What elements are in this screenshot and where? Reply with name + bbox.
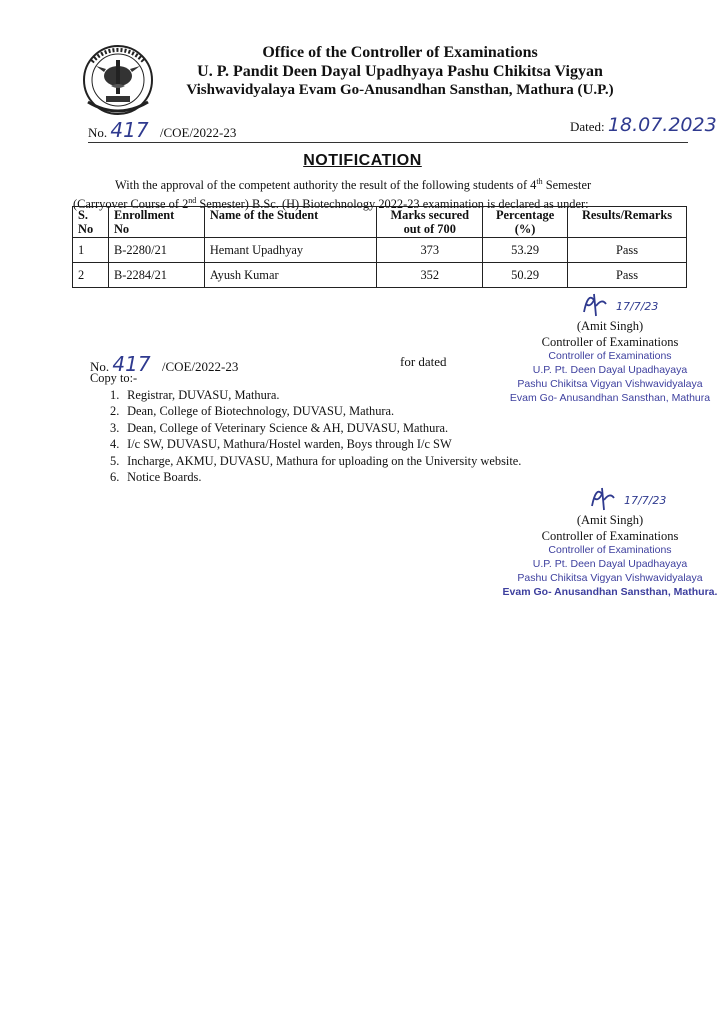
university-seal-icon	[78, 42, 158, 118]
table-row	[73, 263, 687, 288]
cell-percentage: 50.29	[483, 263, 568, 288]
copy-no-handwritten: 417	[112, 352, 151, 376]
header-name: Name of the Student	[204, 207, 377, 238]
cell-name: Hemant Upadhyay	[204, 238, 377, 263]
table-header-row	[73, 207, 687, 238]
header-university-line2: Vishwavidyalaya Evam Go-Anusandhan Sansthan, Mathura (U.P.)	[186, 82, 614, 98]
notification-text: With the approval of the competent authority the result of the following students of 4th Semester (Carryover Course of 2nd Semester) B.Sc. (H) Biotechnology 2022-23 examination is declared as under:	[73, 177, 592, 212]
signature-2-name: (Amit Singh)	[576, 513, 644, 527]
header-sno: S. No	[73, 207, 109, 238]
header-percentage: Percentage (%)	[483, 207, 568, 238]
copy-for-dated: for dated	[400, 354, 447, 369]
list-item: 3. Dean, College of Veterinary Science & AH, DUVASU, Mathura.	[110, 420, 449, 435]
list-item: 5. Incharge, AKMU, DUVASU, Mathura for uploading on the University website.	[110, 453, 522, 468]
official-stamp-1: Controller of Examinations U.P. Pt. Deen Dayal Upadhayaya Pashu Chikitsa Vigyan Vishwavidyalaya Evam Go- Anusandhan Sansthan, Mathura	[509, 350, 711, 404]
notification-title: NOTIFICATION	[303, 152, 422, 169]
date-handwritten: 18.07.2023	[607, 114, 717, 136]
table-row	[73, 238, 687, 263]
cell-enrollment: B-2280/21	[108, 238, 204, 263]
ref-date	[570, 114, 717, 136]
results-table	[72, 206, 687, 288]
header-result: Results/Remarks	[568, 207, 687, 238]
signature-2-designation: Controller of Examinations	[541, 529, 679, 543]
cell-sno: 2	[73, 263, 109, 288]
header-office: Office of the Controller of Examinations	[262, 44, 538, 61]
official-stamp-2: Controller of Examinations U.P. Pt. Deen Dayal Upadhayaya Pashu Chikitsa Vigyan Vishwavidyalaya Evam Go- Anusandhan Sansthan, Mathura.	[502, 544, 718, 598]
list-item: 6. Notice Boards.	[110, 470, 202, 485]
header-marks: Marks secured out of 700	[377, 207, 483, 238]
cell-sno: 1	[73, 238, 109, 263]
cell-result: Pass	[568, 263, 687, 288]
cell-percentage: 53.29	[483, 238, 568, 263]
ref-number	[88, 118, 236, 142]
header-enrollment: Enrollment No	[108, 207, 204, 238]
copy-to-label: Copy to:-	[90, 371, 138, 385]
cell-marks: 373	[377, 238, 483, 263]
signature-1-name: (Amit Singh)	[576, 319, 644, 333]
cell-enrollment: B-2284/21	[108, 263, 204, 288]
list-item: 2. Dean, College of Biotechnology, DUVASU, Mathura.	[110, 404, 395, 419]
dated-label: Dated:	[570, 119, 605, 134]
copy-no-label: No.	[90, 359, 110, 374]
list-item: 4. I/c SW, DUVASU, Mathura/Hostel warden, Boys through I/c SW	[110, 437, 452, 452]
copy-suffix: /COE/2022-23	[161, 359, 239, 374]
cell-marks: 352	[377, 263, 483, 288]
cell-name: Ayush Kumar	[204, 263, 377, 288]
cell-result: Pass	[568, 238, 687, 263]
signature-1-designation: Controller of Examinations	[541, 335, 679, 349]
signature-scribble-icon	[588, 484, 620, 512]
header-university-line1: U. P. Pandit Deen Dayal Upadhyaya Pashu Chikitsa Vigyan	[197, 63, 603, 80]
ref-no-label: No.	[88, 125, 108, 140]
ref-suffix: /COE/2022-23	[159, 125, 237, 140]
copy-recipients-list	[110, 387, 521, 485]
signature-scribble-icon	[580, 290, 612, 318]
signature-2-initials: 17/7/23	[588, 484, 666, 517]
header-divider	[88, 142, 688, 143]
ref-no-handwritten: 417	[110, 118, 149, 142]
list-item: 1. Registrar, DUVASU, Mathura.	[110, 388, 280, 402]
signature-1-initials: 17/7/23	[580, 290, 658, 323]
